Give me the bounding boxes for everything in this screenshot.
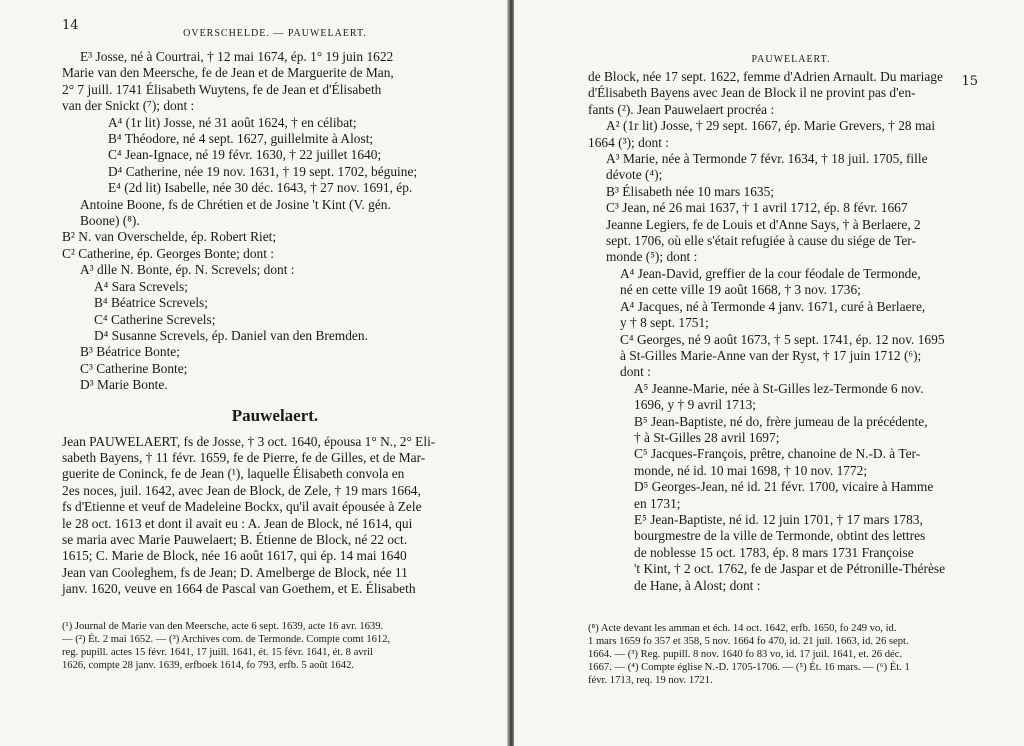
text-line: Antoine Boone, fs de Chrétien et de Josine 't Kint (V. gén. xyxy=(80,196,391,212)
footnote-line: 1626, compte 28 janv. 1639, erfboek 1614, fo 793, erfb. 5 août 1642. xyxy=(62,659,355,671)
text-line: 2es noces, juil. 1642, avec Jean de Block, de Zele, † 19 mars 1664, xyxy=(62,482,421,498)
text-line: dont : xyxy=(620,364,651,380)
text-line: monde (⁵); dont : xyxy=(606,249,698,265)
text-line: C⁴ Catherine Screvels; xyxy=(94,311,216,327)
page-number-left: 14 xyxy=(62,18,79,33)
text-line: A⁴ (1r lit) Josse, né 31 août 1624, † en célibat; xyxy=(108,114,357,130)
left-footnotes xyxy=(62,620,488,672)
text-line: sabeth Bayens, † 11 févr. 1659, fe de Pierre, fe de Gilles, et de Mar- xyxy=(62,449,426,465)
text-line: fs d'Etienne et veuf de Madeleine Bockx, qu'il avait épousée à Zele xyxy=(62,499,422,515)
text-line: d'Élisabeth Bayens avec Jean de Block il ne provint pas d'en- xyxy=(588,85,916,101)
text-line: se maria avec Marie Pauwelaert; B. Étienne de Block, né 22 oct. xyxy=(62,531,408,547)
text-line: bourgmestre de la ville de Termonde, obtint des lettres xyxy=(634,528,926,544)
text-line: D⁵ Georges-Jean, né id. 21 févr. 1700, vicaire à Hamme xyxy=(634,479,934,495)
text-line: B² N. van Overschelde, ép. Robert Riet; xyxy=(62,229,277,245)
text-line: A⁴ Jacques, né à Termonde 4 janv. 1671, curé à Berlaere, xyxy=(620,298,926,314)
text-line: C³ Catherine Bonte; xyxy=(80,360,188,376)
text-line: Jeanne Legiers, fe de Louis et d'Anne Says, † à Berlaere, 2 xyxy=(606,216,921,232)
text-line: y † 8 sept. 1751; xyxy=(620,315,709,331)
text-line: né en cette ville 19 août 1668, † 3 nov. 1736; xyxy=(620,282,861,298)
text-line: Jean van Cooleghem, fs de Jean; D. Amelberge de Block, née 11 xyxy=(62,564,408,580)
footnote-line: 1664. — (³) Reg. pupill. 8 nov. 1640 fo 83 vo, id. 17 juil. 1641, et. 26 déc. xyxy=(588,649,903,660)
text-line: B³ Élisabeth née 10 mars 1635; xyxy=(606,183,775,199)
text-line: sept. 1706, où elle s'était refugiée à cause du siége de Ter- xyxy=(606,233,916,249)
footnote-line: (⁸) Acte devant les amman et éch. 14 oct. 1642, erfb. 1650, fo 249 vo, id. xyxy=(588,623,897,634)
text-line: C³ Jean, né 26 mai 1637, † 1 avril 1712, ép. 8 févr. 1667 xyxy=(606,200,908,216)
text-line: à St-Gilles Marie-Anne van der Ryst, † 17 juin 1712 (⁶); xyxy=(620,347,922,363)
right-footnotes xyxy=(588,622,994,687)
text-line: C² Catherine, ép. Georges Bonte; dont : xyxy=(62,245,275,261)
text-line: B⁵ Jean-Baptiste, né do, frère jumeau de la précédente, xyxy=(634,413,928,429)
text-line: Jean PAUWELAERT, fs de Josse, † 3 oct. 1640, épousa 1° N., 2° Eli- xyxy=(62,433,436,449)
right-genealogy-body xyxy=(588,69,994,594)
text-line: A² (1r lit) Josse, † 29 sept. 1667, ép. Marie Grevers, † 28 mai xyxy=(606,118,936,134)
text-line: E⁴ (2d lit) Isabelle, née 30 déc. 1643, † 27 nov. 1691, ép. xyxy=(108,180,413,196)
text-line: de Hane, à Alost; dont : xyxy=(634,577,761,593)
text-line: en 1731; xyxy=(634,495,681,511)
text-line: van der Snickt (⁷); dont : xyxy=(62,98,195,114)
text-line: D⁴ Susanne Screvels, ép. Daniel van den Bremden. xyxy=(94,327,368,343)
text-line: Marie van den Meersche, fe de Jean et de Marguerite de Man, xyxy=(62,65,394,81)
left-genealogy-top xyxy=(62,49,488,394)
section-heading: Pauwelaert. xyxy=(231,405,319,425)
running-head-right: PAUWELAERT. xyxy=(751,54,831,65)
footnote-line: 1667. — (⁴) Compte église N.-D. 1705-1706. — (⁵) Ét. 16 mars. — (⁶) Ét. 1 xyxy=(588,662,910,673)
footnote-line: — (²) Ét. 2 mai 1652. — (³) Archives com. de Termonde. Compte comt 1612, xyxy=(62,633,391,645)
text-line: 1615; C. Marie de Block, née 16 août 1617, qui ép. 14 mai 1640 xyxy=(62,548,407,564)
footnote-line: (¹) Journal de Marie van den Meersche, acte 6 sept. 1639, acte 16 avr. 1639. xyxy=(62,620,384,632)
text-line: A⁴ Jean-David, greffier de la cour féodale de Termonde, xyxy=(620,265,921,281)
footnote-line: févr. 1713, req. 19 nov. 1721. xyxy=(588,675,713,686)
text-line: 1696, y † 9 avril 1713; xyxy=(634,397,756,413)
text-line: A⁵ Jeanne-Marie, née à St-Gilles lez-Termonde 6 nov. xyxy=(634,380,924,396)
left-page xyxy=(0,0,510,746)
text-line: dévote (⁴); xyxy=(606,167,663,183)
footnote-line: 1 mars 1659 fo 357 et 358, 5 nov. 1664 fo 470, id. 21 juil. 1663, id. 26 sept. xyxy=(588,636,909,647)
text-line: B³ Béatrice Bonte; xyxy=(80,344,180,360)
text-line: guerite de Coninck, fe de Jean (¹), laquelle Élisabeth convola en xyxy=(62,466,405,482)
page-number-right: 15 xyxy=(961,74,978,89)
running-head-left: OVERSCHELDE. — PAUWELAERT. xyxy=(183,28,367,39)
text-line: C⁵ Jacques-François, prêtre, chanoine de N.-D. à Ter- xyxy=(634,446,921,462)
text-line: 2° 7 juill. 1741 Élisabeth Wuytens, fe de Jean et d'Élisabeth xyxy=(62,81,382,97)
text-line: E⁵ Jean-Baptiste, né id. 12 juin 1701, † 17 mars 1783, xyxy=(634,511,923,527)
text-line: B⁴ Théodore, né 4 sept. 1627, guillelmite à Alost; xyxy=(108,131,374,147)
text-line: C⁴ Jean-Ignace, né 19 févr. 1630, † 22 juillet 1640; xyxy=(108,147,382,163)
text-line: C⁴ Georges, né 9 août 1673, † 5 sept. 1741, ép. 12 nov. 1695 xyxy=(620,331,945,347)
text-line: † à St-Gilles 28 avril 1697; xyxy=(634,429,780,445)
text-line: monde, né id. 10 mai 1698, † 10 nov. 1772; xyxy=(634,462,868,478)
text-line: E³ Josse, né à Courtrai, † 12 mai 1674, ép. 1° 19 juin 1622 xyxy=(80,49,394,64)
text-line: de Block, née 17 sept. 1622, femme d'Adrien Arnault. Du mariage xyxy=(588,69,943,84)
text-line: 't Kint, † 2 oct. 1762, fe de Jaspar et de Pétronille-Thérèse xyxy=(634,561,946,577)
text-line: janv. 1620, veuve en 1664 de Pascal van Goethem, et E. Élisabeth xyxy=(62,581,416,597)
text-line: D³ Marie Bonte. xyxy=(80,377,168,393)
text-line: D⁴ Catherine, née 19 nov. 1631, † 19 sept. 1702, béguine; xyxy=(108,163,418,179)
text-line: A³ dlle N. Bonte, ép. N. Screvels; dont : xyxy=(80,262,295,278)
text-line: B⁴ Béatrice Screvels; xyxy=(94,295,208,311)
text-line: le 28 oct. 1613 et dont il avait eu : A. Jean de Block, né 1614, qui xyxy=(62,515,413,531)
footnote-line: reg. pupill. actes 15 févr. 1641, 17 juill. 1641, ét. 15 févr. 1641, ét. 8 avril xyxy=(62,646,373,658)
text-line: de noblesse 15 oct. 1783, ép. 8 mars 1731 Françoise xyxy=(634,544,914,560)
text-line: fants (²). Jean Pauwelaert procréa : xyxy=(588,101,775,117)
text-line: A³ Marie, née à Termonde 7 févr. 1634, † 18 juil. 1705, fille xyxy=(606,151,928,167)
left-genealogy-body xyxy=(62,434,488,598)
text-line: Boone) (⁸). xyxy=(80,213,140,229)
text-line: A⁴ Sara Screvels; xyxy=(94,278,188,294)
right-page xyxy=(514,0,1024,746)
text-line: 1664 (³); dont : xyxy=(588,134,670,150)
